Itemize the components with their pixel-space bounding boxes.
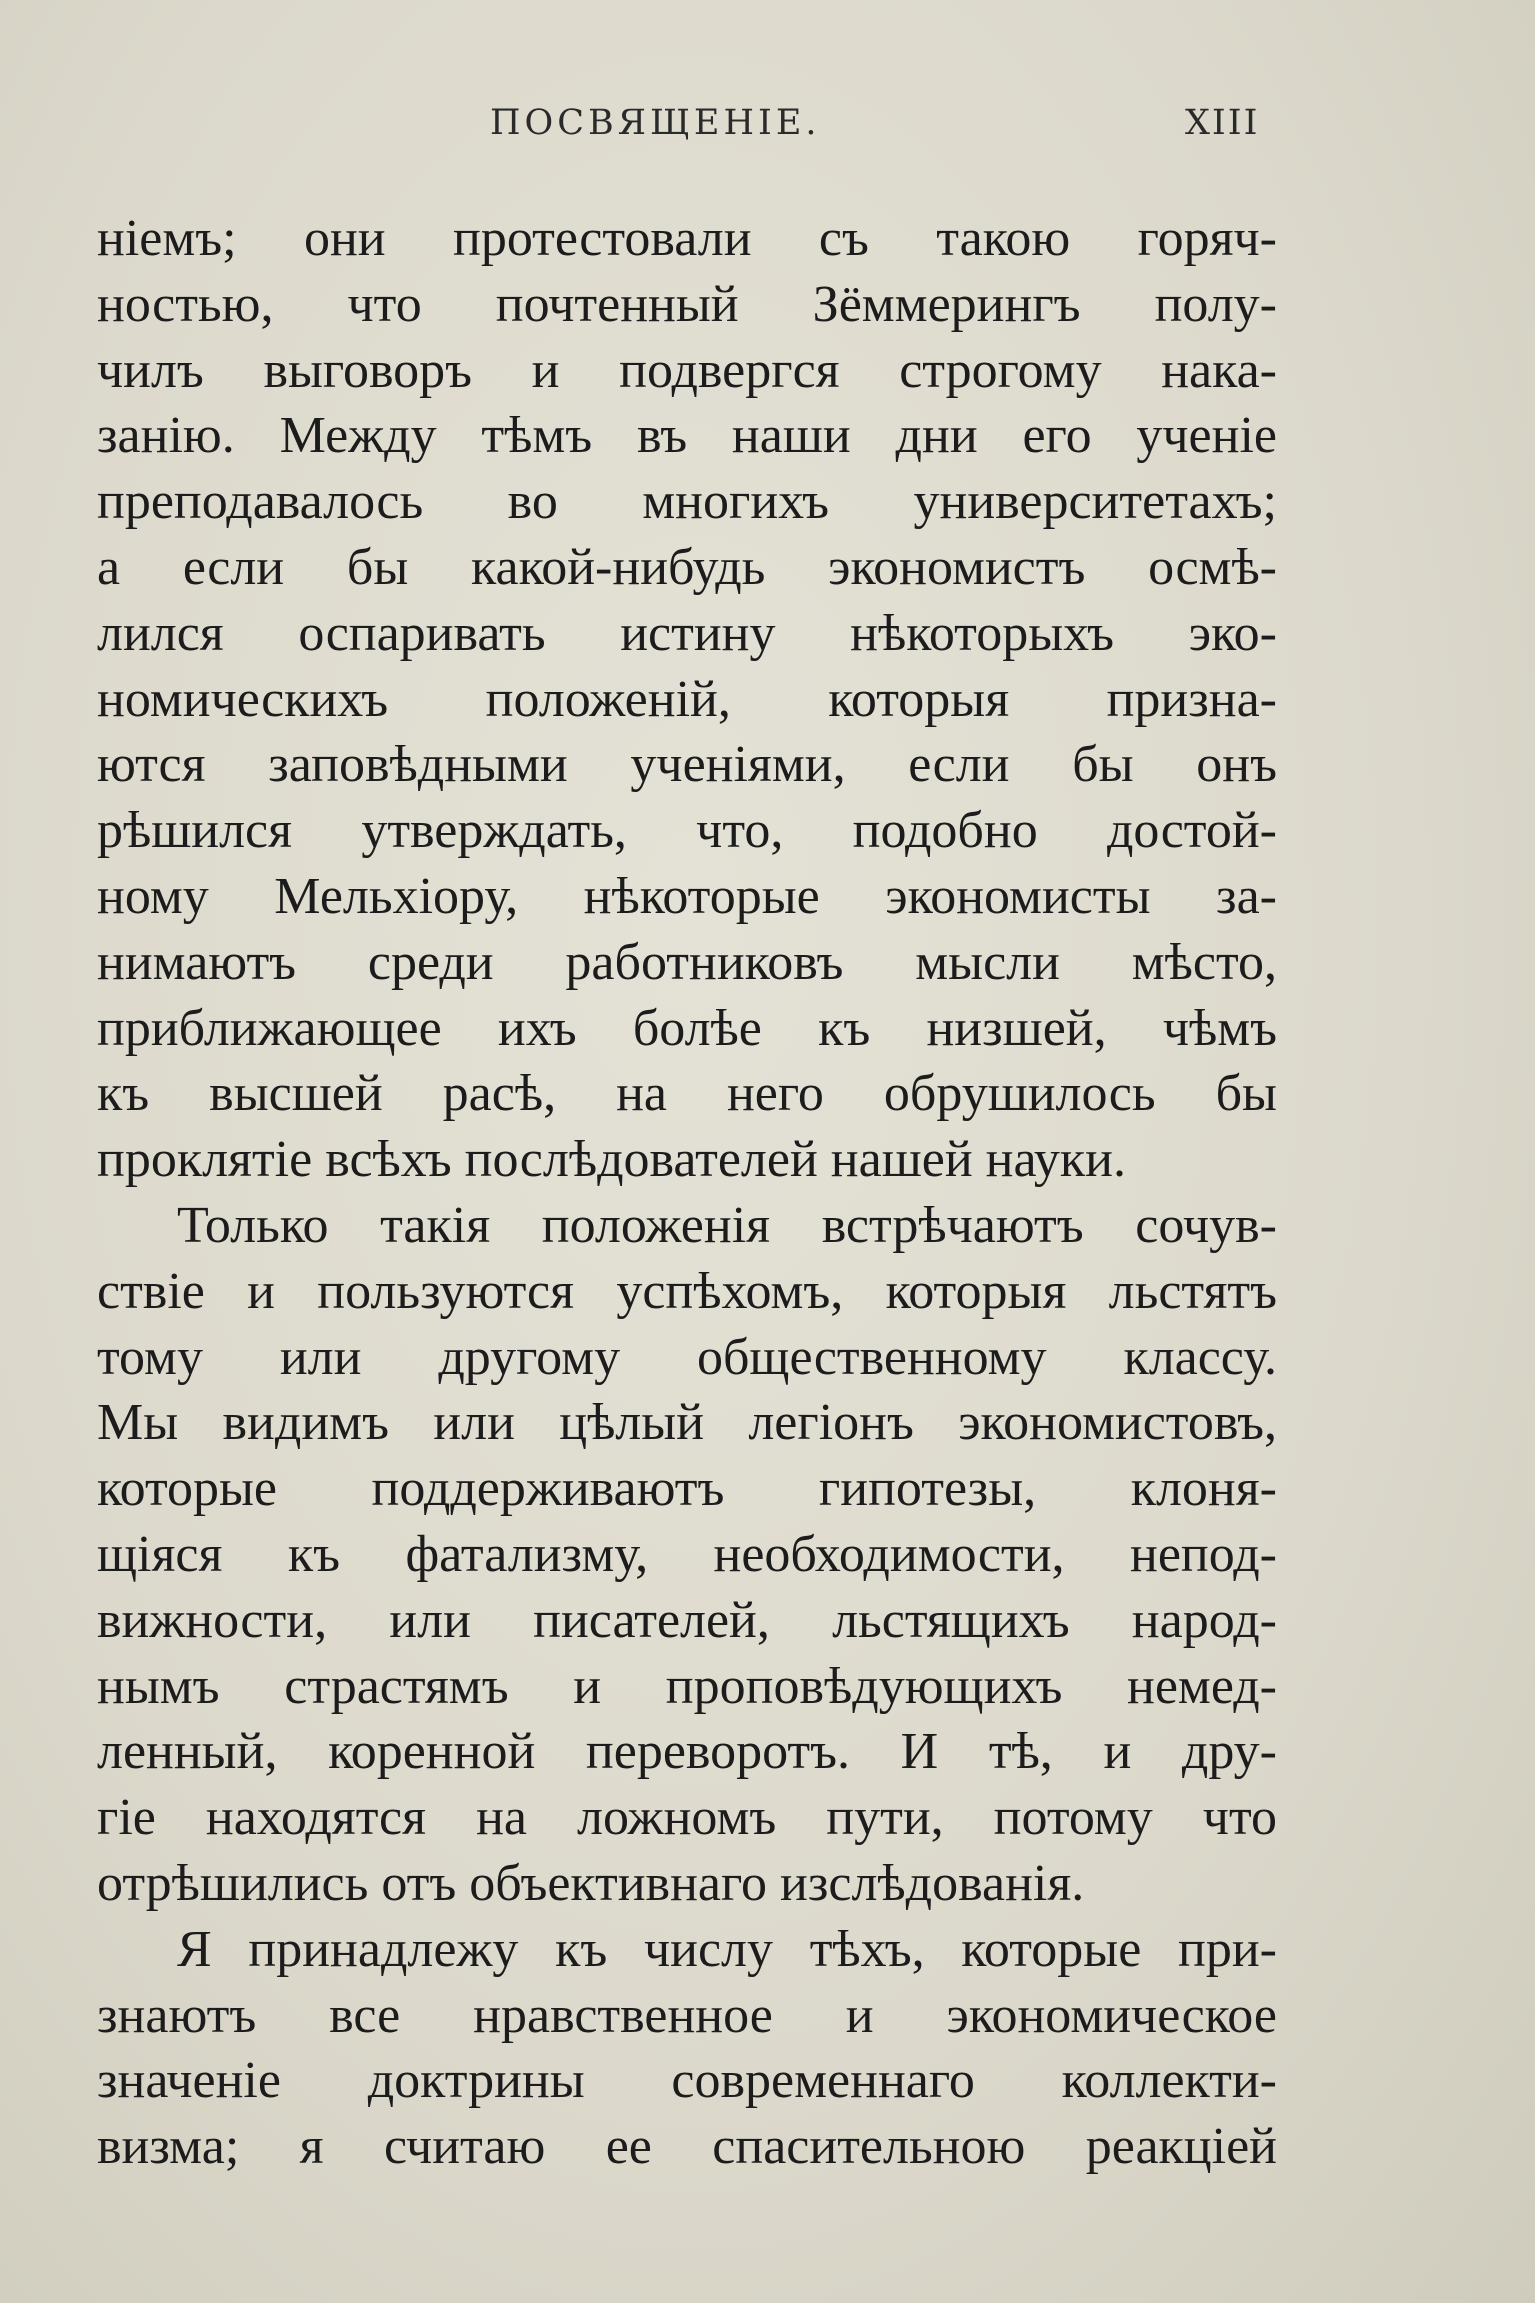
text-line: визма; я считаю ее спасительною реакціей <box>97 2118 1277 2176</box>
text-line: ленный, коренной переворотъ. И тѣ, и дру- <box>97 1723 1277 1781</box>
text-line: рѣшился утверждать, что, подобно достой- <box>97 802 1277 860</box>
text-line: къ высшей расѣ, на него обрушилось бы <box>97 1065 1277 1123</box>
text-line: приближающее ихъ болѣе къ низшей, чѣмъ <box>97 999 1277 1057</box>
text-line: щіяся къ фатализму, необходимости, непод- <box>97 1525 1277 1583</box>
text-line: проклятіе всѣхъ послѣдователей нашей науки. <box>97 1131 1127 1189</box>
text-line: Мы видимъ или цѣлый легіонъ экономистовъ, <box>97 1394 1277 1452</box>
text-line: преподавалось во многихъ университетахъ; <box>97 473 1277 531</box>
text-line: нимаютъ среди работниковъ мысли мѣсто, <box>97 933 1277 991</box>
page-number: XIII <box>1185 103 1260 143</box>
text-line: ются заповѣдными ученіями, если бы онъ <box>97 736 1277 794</box>
text-line: Я принадлежу къ числу тѣхъ, которые при- <box>177 1920 1277 1978</box>
text-line: значеніе доктрины современнаго коллекти- <box>97 2052 1277 2110</box>
text-line: лился оспаривать истину нѣкоторыхъ эко- <box>97 604 1277 662</box>
text-line: ностью, что почтенный Зёммерингъ полу- <box>97 275 1277 333</box>
text-line: ніемъ; они протестовали съ такою горяч- <box>97 210 1277 267</box>
text-line: которые поддерживаютъ гипотезы, клоня- <box>97 1460 1277 1518</box>
text-line: знаютъ все нравственное и экономическое <box>97 1986 1277 2044</box>
text-line: ствіе и пользуются успѣхомъ, которыя льстятъ <box>97 1262 1277 1320</box>
page-header <box>0 103 1535 163</box>
text-line: отрѣшились отъ объективнаго изслѣдованія. <box>97 1854 1085 1912</box>
text-line: номическихъ положеній, которыя призна- <box>97 670 1277 728</box>
text-line: занію. Между тѣмъ въ наши дни его ученіе <box>97 407 1277 465</box>
text-line: чилъ выговоръ и подвергся строгому нака- <box>97 341 1277 399</box>
text-line: вижности, или писателей, льстящихъ народ- <box>97 1591 1277 1649</box>
text-line: а если бы какой-нибудь экономистъ осмѣ- <box>97 538 1277 596</box>
text-line: Только такія положенія встрѣчаютъ сочув- <box>177 1196 1277 1254</box>
running-title: ПОСВЯЩЕНІЕ. <box>490 103 821 143</box>
text-line: ному Мельхіору, нѣкоторые экономисты за- <box>97 867 1277 925</box>
text-line: тому или другому общественному классу. <box>97 1328 1277 1386</box>
text-line: гіе находятся на ложномъ пути, потому что <box>97 1789 1277 1847</box>
body-text <box>97 206 1277 2180</box>
text-line: нымъ страстямъ и проповѣдующихъ немед- <box>97 1657 1277 1715</box>
